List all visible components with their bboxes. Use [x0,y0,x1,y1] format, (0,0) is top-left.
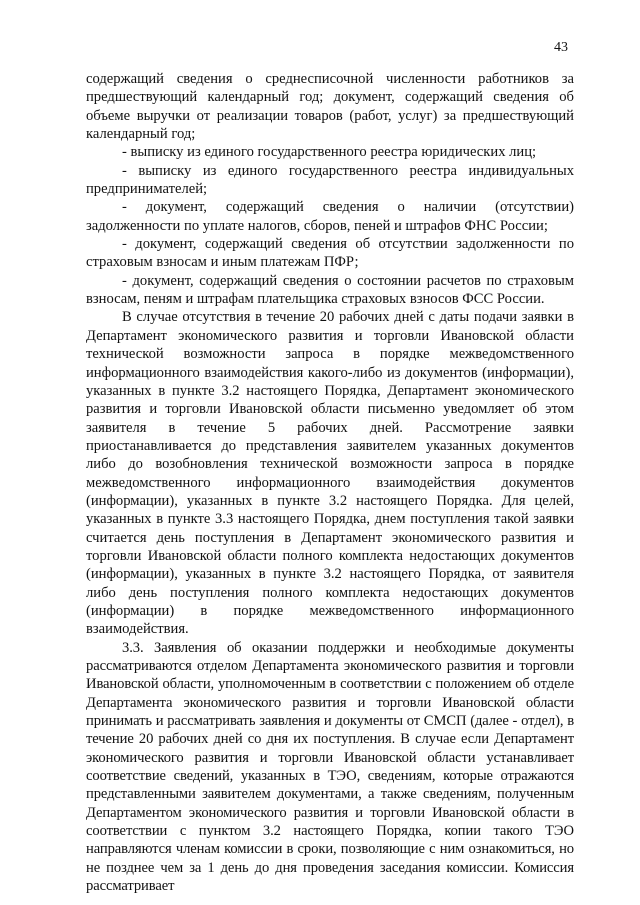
list-item-fns-debt-document: - документ, содержащий сведения о наличии (отсутствии) задолженности по уплате налогов, сборов, пеней и штрафов ФНС России; [86,199,574,234]
paragraph-continuation: содержащий сведения о среднесписочной численности работников за предшествующий календарный год; документ, содержащий сведения об объеме выручки от реализации товаров (работ, услуг) за предшествующий календарный год; [86,71,574,143]
paragraph-section-3-3: 3.3. Заявления об оказании поддержки и необходимые документы рассматриваются отделом Департамента экономического развития и торговли Ивановской области, уполномоченным в соответствии с положением об отделе Департамента экономического развития и торговли Ивановской области принимать и рассматривать заявления и документы от СМСП (далее - отдел), в течение 20 рабочих дней со дня их поступления. В случае если Департамент экономического развития и торговли Ивановской области устанавливает соответствие сведений, указанных в ТЭО, сведениям, которые отражаются представленными заявителем документами, а также сведениям, полученным Департаментом экономического развития и торговли Ивановской области в соответствии с пунктом 3.2 настоящего Порядка, копии такого ТЭО направляются членам комиссии в сроки, позволяющие с ним ознакомиться, но не позднее чем за 1 день до дня проведения заседания комиссии. Комиссия рассматривает [86,639,574,895]
page-number: 43 [554,40,568,55]
paragraph-missing-documents: В случае отсутствия в течение 20 рабочих дней с даты подачи заявки в Департамент экономического развития и торговли Ивановской области технической возможности запроса в порядке межведомственного информационного взаимодействия какого-либо из документов (информации), указанных в пункте 3.2 настоящего Порядка, Департамент экономического развития и торговли Ивановской области письменно уведомляет об этом заявителя в течение 5 рабочих дней. Рассмотрение заявки приостанавливается до представления заявителем указанных документов либо до возобновления технической возможности запроса в порядке межведомственного информационного взаимодействия документов (информации), указанных в пункте 3.2 настоящего Порядка. Для целей, указанных в пункте 3.3 настоящего Порядка, днем поступления такой заявки считается день поступления в Департамент экономического развития и торговли Ивановской области полного комплекта недостающих документов (информации), указанных в пункте 3.2 настоящего Порядка, от заявителя либо день поступления полного комплекта недостающих документов (информации) в порядке межведомственного информационного взаимодействия. [86,309,574,638]
list-item-legal-entities-extract: - выписку из единого государственного реестра юридических лиц; [122,144,537,161]
body-text [86,70,574,895]
list-item-fss-settlement-document: - документ, содержащий сведения о состоянии расчетов по страховым взносам, пеням и штрафам плательщика страховых взносов ФСС России. [86,272,574,308]
list-item-pfr-debt-document: - документ, содержащий сведения об отсутствии задолженности по страховым взносам и иным платежам ПФР; [86,236,574,271]
list-item-entrepreneurs-extract: - выписку из единого государственного реестра индивидуальных предпринимателей; [86,162,574,198]
